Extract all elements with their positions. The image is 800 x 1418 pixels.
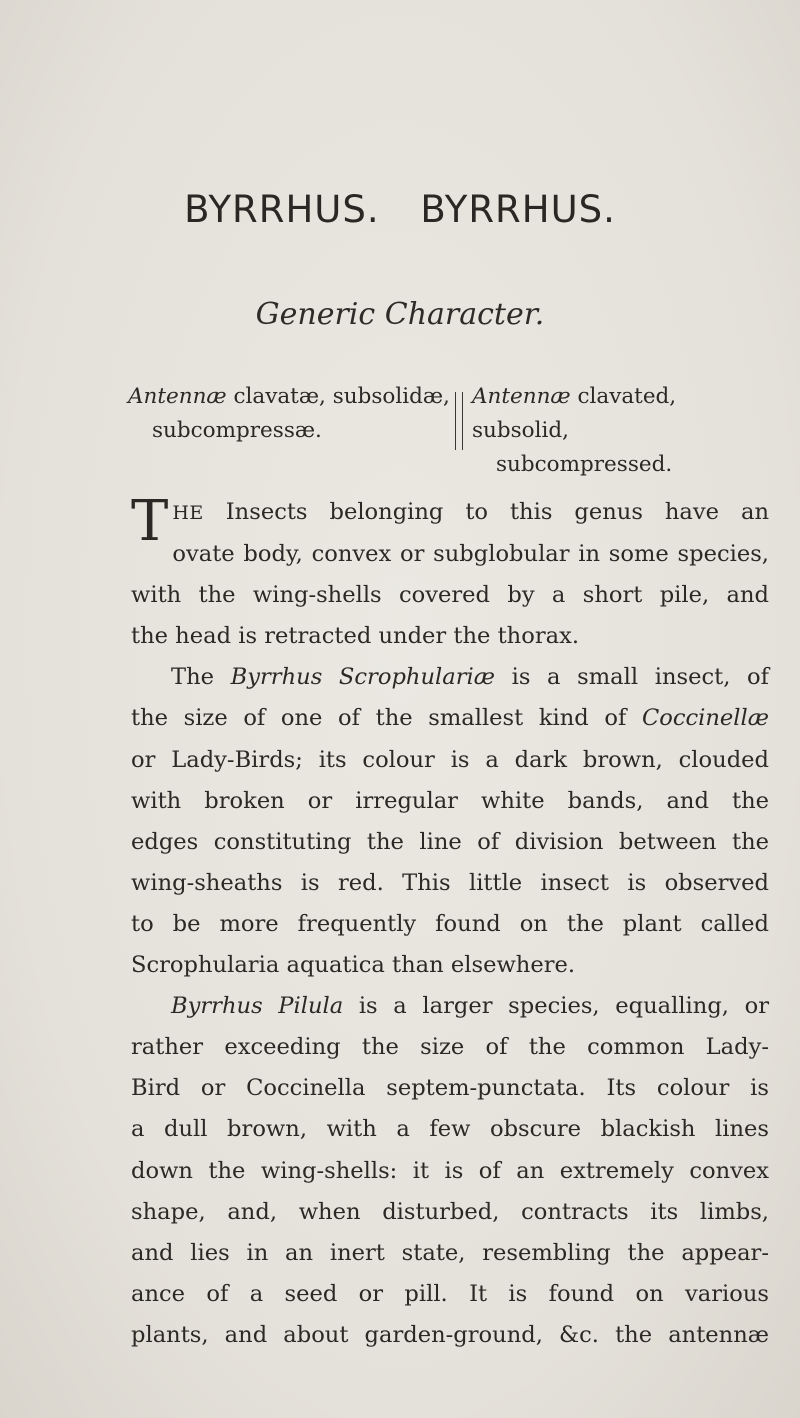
english-line-2: subcompressed. [496, 452, 673, 477]
text-line: rather exceeding the size of the common Lady- [131, 1034, 769, 1061]
body-text [131, 489, 769, 1356]
text-line: with broken or irregular white bands, and the [131, 787, 769, 814]
drop-cap: T [131, 489, 169, 554]
text-line: Bird or Coccinella septem-punctata. Its colour is [131, 1075, 769, 1102]
paragraph-1 [131, 489, 769, 657]
page-title [0, 188, 800, 231]
english-character [472, 380, 772, 482]
text-line: edges constituting the line of division between the [131, 828, 769, 855]
text-line: a dull brown, with a few obscure blackish lines [131, 1116, 769, 1143]
text-line: down the wing-shells: it is of an extremely convex [131, 1157, 769, 1184]
page-subtitle: Generic Character. [255, 297, 545, 332]
title-english: BYRRHUS. [420, 188, 616, 231]
text-line: plants, and about garden-ground, &c. the antennæ [131, 1321, 769, 1348]
text-line: and lies in an inert state, resembling the appear- [131, 1239, 769, 1266]
title-latin: BYRRHUS. [184, 188, 380, 231]
paragraph-2 [131, 657, 769, 986]
text-line: wing-sheaths is red. This little insect is observed [131, 869, 769, 896]
text-line: shape, and, when disturbed, contracts its limbs, [131, 1198, 769, 1225]
text-line: ance of a seed or pill. It is found on various [131, 1280, 769, 1307]
text-line: to be more frequently found on the plant called [131, 910, 769, 937]
text-line: The Byrrhus Scrophulariæ is a small insect, of [171, 664, 769, 691]
text-line: with the wing-shells covered by a short pile, and [131, 582, 769, 609]
text-line: or Lady-Birds; its colour is a dark brown, clouded [131, 746, 769, 773]
text-line: the head is retracted under the thorax. [131, 623, 580, 650]
latin-line-2: subcompressæ. [152, 418, 322, 443]
paragraph-3 [131, 986, 769, 1356]
generic-character-columns [128, 380, 748, 477]
text-line: THE Insects belonging to this genus have an [131, 489, 769, 554]
latin-line-1: Antennæ clavatæ, subsolidæ, [128, 384, 450, 409]
text-line: ovate body, convex or subglobular in some species, [172, 541, 769, 568]
english-line-1: Antennæ clavated, subsolid, [472, 384, 677, 443]
column-divider [455, 392, 463, 450]
text-line: Byrrhus Pilula is a larger species, equalling, or [171, 993, 769, 1020]
latin-character [128, 380, 450, 448]
text-line: Scrophularia aquatica than elsewhere. [131, 952, 576, 979]
text-line: the size of one of the smallest kind of Coccinellæ [131, 705, 769, 732]
